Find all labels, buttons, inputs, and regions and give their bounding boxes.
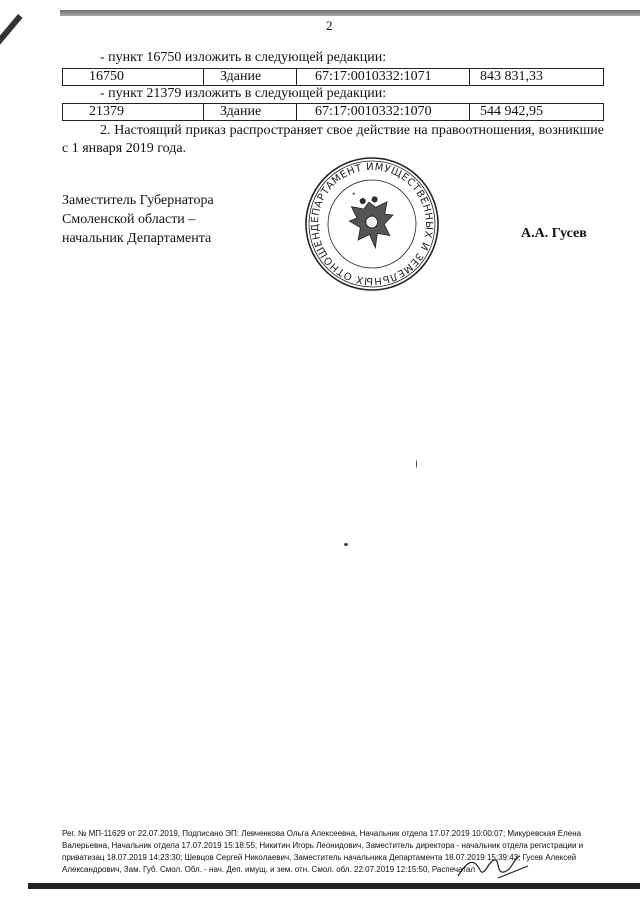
position-line: Смоленской области – — [62, 212, 196, 227]
row-value: 843 831,33 — [470, 69, 604, 86]
item-intro-2: - пункт 21379 изложить в следующей редакции: — [100, 86, 387, 101]
item-intro-1: - пункт 16750 изложить в следующей редакции: — [100, 50, 387, 65]
paragraph-2: 2. Настоящий приказ распространяет свое действие на правоотношения, возникшие с 1 января 2019 года. — [62, 123, 604, 156]
row-cadastral-number: 67:17:0010332:1071 — [297, 69, 470, 86]
signatory-position — [62, 191, 214, 248]
signatory-name: А.А. Гусев — [521, 226, 587, 241]
row-value: 544 942,95 — [470, 104, 604, 121]
scan-mark — [0, 14, 23, 71]
scan-speck — [416, 460, 417, 468]
row-type: Здание — [204, 104, 297, 121]
row-number: 21379 — [63, 104, 204, 121]
scan-edge-top — [60, 10, 640, 16]
footer-line: приватизац 18.07.2019 14:23:30; Шевцов Сергей Николаевич, Заместитель начальника Департамента 18.07.2019 15:39:43; Гусев Алексей — [62, 853, 577, 862]
footer-line: Валерьевна, Начальник отдела 17.07.2019 15:18:55; Никитин Игорь Леонидович, Заместитель директора - начальник отдела регистрации и — [62, 841, 584, 850]
official-seal — [302, 154, 442, 294]
scan-speck — [344, 543, 348, 546]
footer-line: Александрович, Зам. Губ. Смол. Обл. - нач. Деп. имущ. и зем. отн. Смол. обл. 22.07.2019 12:15:50, Распечатал — [62, 865, 476, 874]
seal-inner-dot: • — [351, 190, 357, 199]
row-cadastral-number: 67:17:0010332:1070 — [297, 104, 470, 121]
row-number: 16750 — [63, 69, 204, 86]
registry-table-1 — [62, 68, 604, 86]
table-row — [63, 104, 604, 121]
registry-table-2 — [62, 103, 604, 121]
page-number: 2 — [326, 18, 333, 33]
seal-text: ДЕПАРТАМЕНТ ИМУЩЕСТВЕННЫХ И ЗЕМЕЛЬНЫХ ОТНОШЕНИЙ — [309, 161, 435, 287]
footer-line: Рег. № МП-11629 от 22.07.2019, Подписано ЭП: Левченкова Ольга Алексеевна, Начальник отдела 17.07.2019 10:00:07; Микуревская Елена — [62, 829, 582, 838]
handwritten-signature-icon — [454, 852, 534, 882]
eagle-emblem-icon — [347, 195, 398, 251]
position-line: начальник Департамента — [62, 231, 212, 246]
scan-edge-bottom — [28, 883, 640, 889]
table-row — [63, 69, 604, 86]
row-type: Здание — [204, 69, 297, 86]
position-line: Заместитель Губернатора — [62, 193, 214, 208]
